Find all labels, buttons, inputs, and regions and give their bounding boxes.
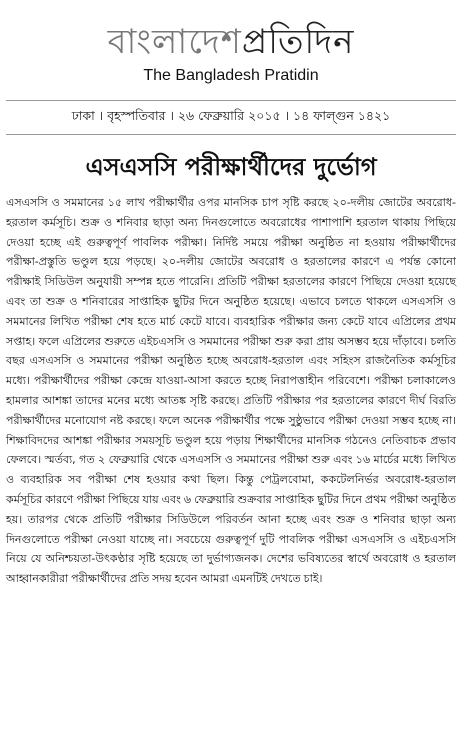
article-headline: এসএসসি পরীক্ষার্থীদের দুর্ভোগ [85,153,377,181]
logo-bn-part1: বাংলাদেশ [107,22,242,62]
dateline: ঢাকা । বৃহস্পতিবার । ২৬ ফেব্রুয়ারি ২০১৫ । ১৪ ফাল্গুন ১৪২১ [71,108,391,123]
masthead [6,0,456,86]
article-body: এসএসসি ও সমমানের ১৫ লাখ পরীক্ষার্থীর ওপর মানসিক চাপ সৃষ্টি করছে ২০-দলীয় জোটের অবরোধ-হরতাল কর্মসূচি। শুক্র ও শনিবার ছাড়া অন্য দিনগুলোতে অবরোধের পাশাপাশি হরতাল থাকায় পিছিয়ে দেওয়া হচ্ছে এই গুরুত্বপূর্ণ পাবলিক পরীক্ষা। নির্দিষ্ট সময়ে পরীক্ষা অনুষ্ঠিত না হওয়ায় পরীক্ষার্থীদের পরীক্ষা-প্রস্তুতি ভণ্ডুল হয়ে পড়ছে। ২০-দলীয় জোটের অবরোধ ও হরতালের কারণে এ পর্যন্ত কোনো পরীক্ষাই সিডিউল অনুযায়ী সম্পন্ন হতে পারেনি। প্রতিটি পরীক্ষা হরতালের কারণে পিছিয়ে দেওয়া হয়েছে এবং তা শুক্র ও শনিবারের সাপ্তাহিক ছুটির দিনে অনুষ্ঠিত হয়েছে। এভাবে চলতে থাকলে এসএসসি ও সমমানের লিখিত পরীক্ষা শেষ হতে মার্চ কেটে যাবে। ব্যবহারিক পরীক্ষার জন্য কেটে যাবে এপ্রিলের প্রথম সপ্তাহ। ফলে এপ্রিলের শুরুতে এইচএসসি ও সমমানের পরীক্ষা শুরু করা প্রায় অসম্ভব হয়ে দাঁড়াবে। চলতি বছর এসএসসি ও সমমানের পরীক্ষা অনুষ্ঠিত হচ্ছে অবরোধ-হরতাল এবং সহিংস রাজনৈতিক কর্মসূচির মধ্যে। পরীক্ষার্থীদের পরীক্ষা কেন্দ্রে যাওয়া-আসা করতে হচ্ছে নিরাপত্তাহীন পরিবেশে। পরীক্ষা চলাকালেও হামলার আশঙ্কা তাদের মনের মধ্যে আতঙ্ক সৃষ্টি করছে। প্রতিটি পরীক্ষার পর হরতালের কারণে দীর্ঘ বিরতি পরীক্ষার্থীদের মনোযোগ নষ্ট করছে। ফলে অনেক পরীক্ষার্থীর পক্ষে সুষ্ঠুভাবে পরীক্ষা দেওয়া সম্ভব হচ্ছে না। শিক্ষাবিদদের আশঙ্কা পরীক্ষার সময়সূচি ভণ্ডুল হয়ে পড়ায় শিক্ষার্থীদের মানসিক গঠনেও নেতিবাচক প্রভাব ফেলবে। স্মর্তব্য, গত ২ ফেব্রুয়ারি থেকে এসএসসি ও সমমানের পরীক্ষা শুরু এবং ১৬ মার্চের মধ্যে লিখিত ও ব্যবহারিক সব পরীক্ষা শেষ হওয়ার কথা ছিল। কিন্তু পেট্রলবোমা, ককটেলনির্ভর অবরোধ-হরতাল কর্মসূচির কারণে পরীক্ষা পিছিয়ে যায় এবং ৬ ফেব্রুয়ারি শুক্রবার সাপ্তাহিক ছুটির দিনে প্রথম পরীক্ষা অনুষ্ঠিত হয়। তারপর থেকে প্রতিটি পরীক্ষার সিডিউলে পরিবর্তন আনা হচ্ছে এবং শুক্র ও শনিবার ছাড়া অন্য দিনগুলোতে পরীক্ষা নেওয়া যাচ্ছে না। সবচেয়ে গুরুত্বপূর্ণ দুটি পাবলিক পরীক্ষা এসএসসি ও এইচএসসি নিয়ে যে অনিশ্চয়তা-উৎকণ্ঠার সৃষ্টি হয়েছে তা দুর্ভাগ্যজনক। দেশের ভবিষ্যতের স্বার্থে অবরোধ ও হরতাল আহ্বানকারীরা পরীক্ষার্থীদের প্রতি সদয় হবেন আমরা এমনটিই দেখতে চাই। [6,196,456,586]
logo-bn-part2: প্রতিদিন [241,22,355,62]
divider-bottom [6,134,456,135]
newspaper-logo [6,22,456,62]
logo-english-name: The Bangladesh Pratidin [143,67,319,84]
